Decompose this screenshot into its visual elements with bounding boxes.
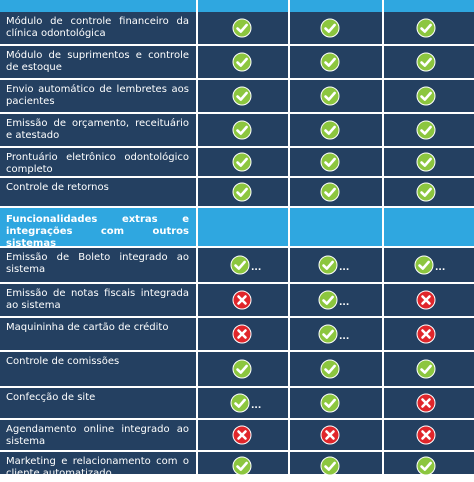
check-mark <box>318 290 354 310</box>
feature-label: Emissão de notas fiscais integrada ao sistema <box>6 288 189 311</box>
feature-label: Módulo de suprimentos e controle de estoque <box>6 50 189 73</box>
table-row <box>0 318 474 352</box>
check-mark <box>320 152 340 172</box>
check-mark <box>320 18 340 38</box>
table-row <box>0 148 474 178</box>
table-row <box>0 388 474 420</box>
header-cell-feature <box>0 0 196 12</box>
check-mark <box>232 182 252 202</box>
ellipsis-icon: ... <box>339 263 350 273</box>
check-mark <box>416 182 436 202</box>
ellipsis-icon: ... <box>339 298 350 308</box>
check-mark <box>416 120 436 140</box>
check-mark <box>232 120 252 140</box>
column-divider <box>382 0 384 474</box>
check-mark <box>416 456 436 476</box>
check-mark <box>318 255 354 275</box>
column-divider <box>196 0 198 474</box>
feature-label: Maquininha de cartão de crédito <box>6 322 169 333</box>
check-mark <box>230 393 266 413</box>
table-row <box>0 352 474 388</box>
check-mark <box>414 255 450 275</box>
check-mark <box>320 52 340 72</box>
table-row <box>0 420 474 452</box>
feature-label: Módulo de controle financeiro da clínica odontológica <box>6 16 189 39</box>
cross-mark <box>232 290 252 310</box>
check-mark <box>320 86 340 106</box>
cross-mark <box>416 290 436 310</box>
table-row <box>0 46 474 80</box>
check-mark <box>232 18 252 38</box>
header-cell-option-3 <box>384 0 474 12</box>
check-mark <box>320 393 340 413</box>
table-row <box>0 284 474 318</box>
ellipsis-icon: ... <box>251 263 262 273</box>
feature-label: Controle de comissões <box>6 356 120 367</box>
feature-label: Controle de retornos <box>6 182 109 193</box>
check-mark <box>232 152 252 172</box>
check-mark <box>416 52 436 72</box>
check-mark <box>320 182 340 202</box>
check-mark <box>320 359 340 379</box>
check-mark <box>320 120 340 140</box>
cross-mark <box>232 425 252 445</box>
check-mark <box>416 359 436 379</box>
ellipsis-icon: ... <box>435 263 446 273</box>
check-mark <box>230 255 266 275</box>
feature-label: Prontuário eletrônico odontológico completo <box>6 152 189 175</box>
table-row <box>0 114 474 148</box>
check-mark <box>232 456 252 476</box>
cross-mark <box>320 425 340 445</box>
column-divider <box>288 0 290 474</box>
table-header-strip <box>0 0 474 12</box>
feature-label: Marketing e relacionamento com o cliente automatizado <box>6 456 189 479</box>
table-row <box>0 452 474 482</box>
check-mark <box>232 52 252 72</box>
feature-label: Envio automático de lembretes aos pacientes <box>6 84 189 107</box>
feature-label: Emissão de Boleto integrado ao sistema <box>6 252 189 275</box>
section-row <box>0 208 474 248</box>
cross-mark <box>232 324 252 344</box>
check-mark <box>416 86 436 106</box>
cross-mark <box>416 393 436 413</box>
header-cell-option-2 <box>290 0 382 12</box>
ellipsis-icon: ... <box>251 401 262 411</box>
table-row <box>0 12 474 46</box>
table-row <box>0 80 474 114</box>
table-row <box>0 248 474 284</box>
feature-label: Emissão de orçamento, receituário e atestado <box>6 118 189 141</box>
check-mark <box>232 86 252 106</box>
table-row <box>0 178 474 208</box>
check-mark <box>416 18 436 38</box>
check-mark <box>232 359 252 379</box>
check-mark <box>320 456 340 476</box>
check-mark <box>416 152 436 172</box>
feature-label: Confecção de site <box>6 392 96 403</box>
cross-mark <box>416 324 436 344</box>
cross-mark <box>416 425 436 445</box>
header-cell-option-1 <box>198 0 288 12</box>
ellipsis-icon: ... <box>339 332 350 342</box>
section-title: Funcionalidades extras e integrações com outros sistemas <box>6 214 189 249</box>
check-mark <box>318 324 354 344</box>
feature-label: Agendamento online integrado ao sistema <box>6 424 189 447</box>
